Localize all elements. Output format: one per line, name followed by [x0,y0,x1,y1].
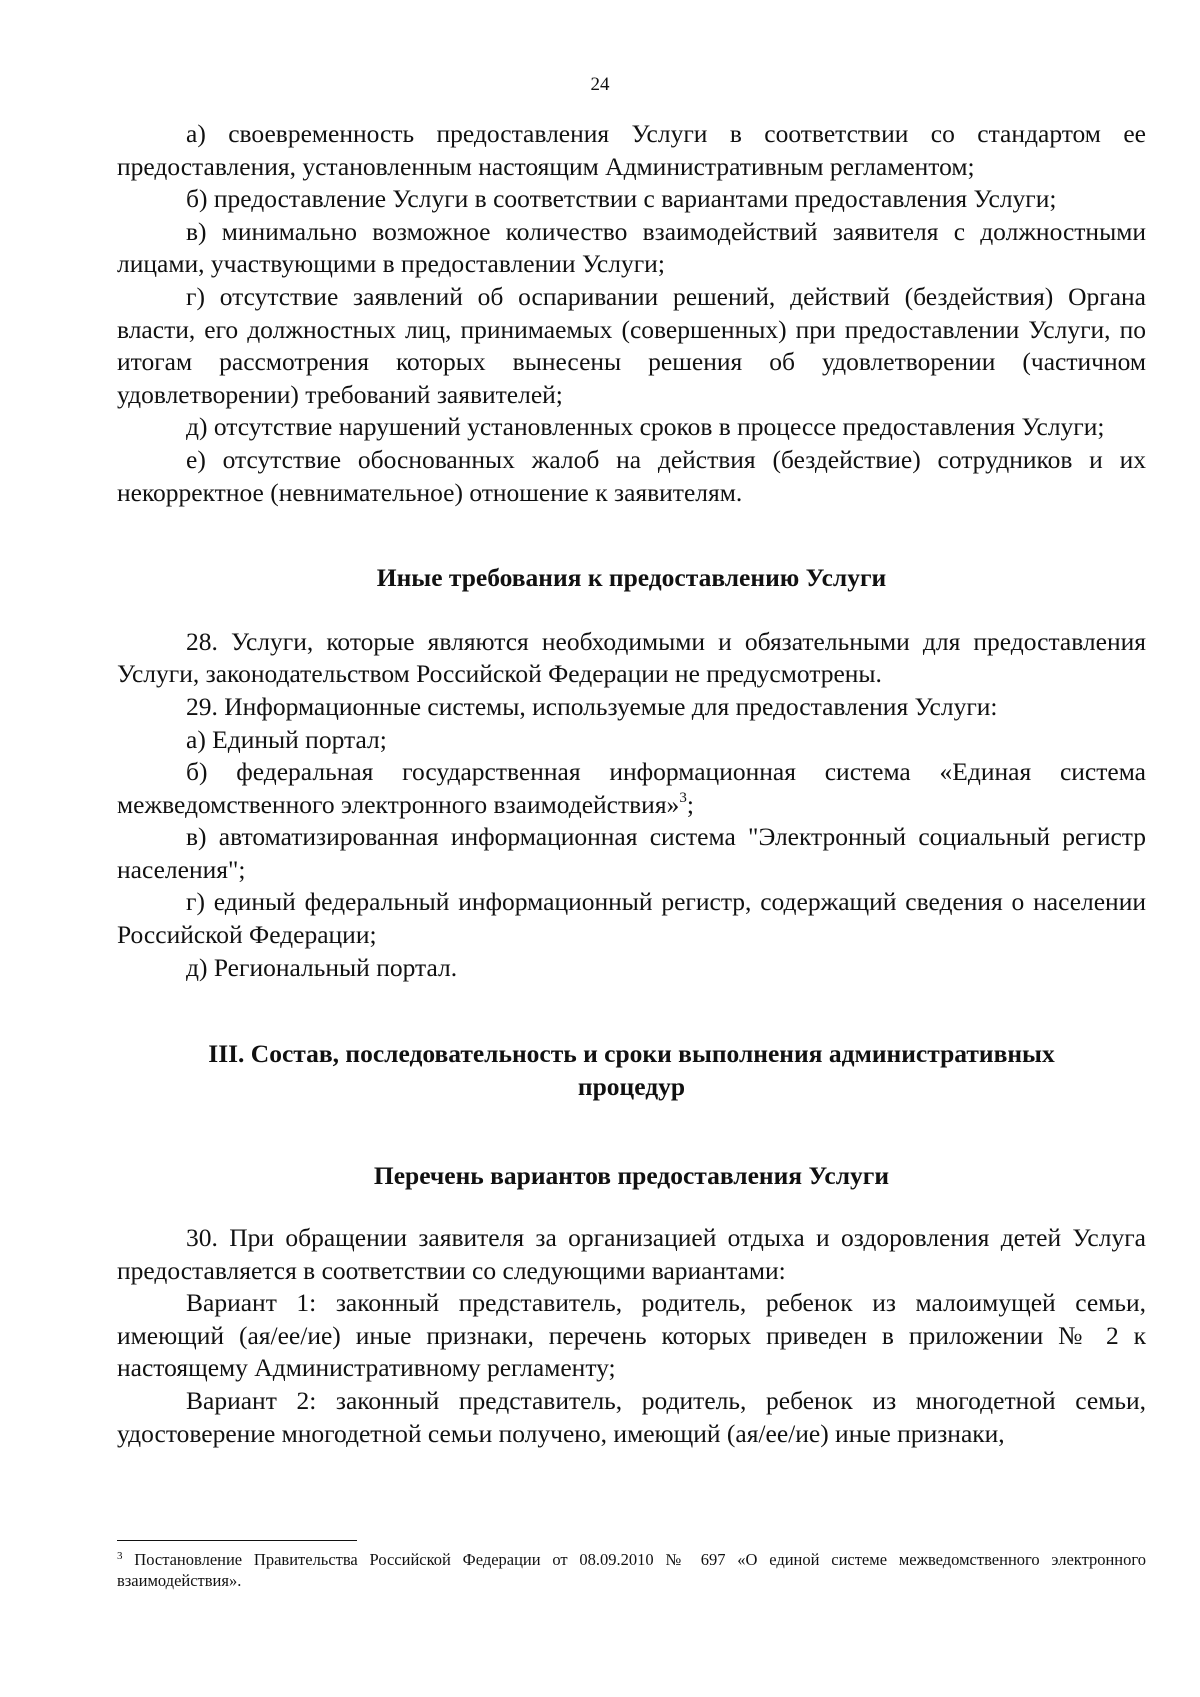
paragraph-30: 30. При обращении заявителя за организацией отдыха и оздоровления детей Услуга предоставляется в соответствии со следующими вариантами: [117,1223,1146,1285]
footnote-mark: 3 [117,1550,123,1562]
paragraph-variant-1: Вариант 1: законный представитель, родитель, ребенок из малоимущей семьи, имеющий (ая/ее/ие) иные признаки, перечень которых приведен в приложении № 2 к настоящему Административному регламенту; [117,1288,1146,1383]
footnote-reference: 3 [679,789,687,806]
paragraph-28: 28. Услуги, которые являются необходимыми и обязательными для предоставления Услуги, законодательством Российской Федерации не предусмотрены. [117,626,1146,689]
heading-other-requirements: Иные требования к предоставлению Услуги [376,563,887,593]
paragraph-item-a: а) своевременность предоставления Услуги в соответствии со стандартом ее предоставления, установленным настоящим Административным регламентом; [117,119,1146,181]
paragraph-29-b-tail: ; [686,789,694,819]
page-body [117,118,1146,1450]
paragraph-29-v: в) автоматизированная информационная система "Электронный социальный регистр населения"; [117,822,1146,884]
paragraph-29-d: д) Региональный портал. [186,952,458,982]
paragraph-item-g: г) отсутствие заявлений об оспаривании решений, действий (бездействия) Органа власти, его должностных лиц, принимаемых (совершенных) при предоставлении Услуги, по итогам рассмотрения которых вынесены решения об удовлетворении (частичном удовлетворении) требований заявителей; [117,281,1146,409]
paragraph-29-g: г) единый федеральный информационный регистр, содержащий сведения о населении Российской Федерации; [117,887,1146,950]
footnote-text: Постановление Правительства Российской Федерации от 08.09.2010 № 697 «О единой системе межведомственного электронного взаимодействия». [117,1550,1146,1590]
section-heading: III. Состав, последовательность и сроки выполнения административных процедур [208,1039,1055,1101]
footnote [117,1549,1146,1591]
heading-variants: Перечень вариантов предоставления Услуги [373,1161,890,1191]
paragraph-29-b-text: б) федеральная государственная информационная система «Единая система межведомственного электронного взаимодействия» [117,757,1146,819]
paragraph-29-a: а) Единый портал; [186,724,387,754]
paragraph-item-v: в) минимально возможное количество взаимодействий заявителя с должностными лицами, участвующими в предоставлении Услуги; [117,216,1146,279]
page-number: 24 [590,74,610,95]
paragraph-29: 29. Информационные системы, используемые для предоставления Услуги: [186,691,998,721]
paragraph-item-b: б) предоставление Услуги в соответствии с вариантами предоставления Услуги; [186,184,1057,214]
paragraph-29-b [117,756,1146,821]
footnote-divider [117,1540,357,1541]
paragraph-item-d: д) отсутствие нарушений установленных сроков в процессе предоставления Услуги; [186,412,1105,442]
paragraph-variant-2: Вариант 2: законный представитель, родитель, ребенок из многодетной семьи, удостоверение многодетной семьи получено, имеющий (ая/ее/ие) иные признаки, [117,1386,1146,1448]
paragraph-item-e: е) отсутствие обоснованных жалоб на действия (бездействие) сотрудников и их некорректное (невнимательное) отношение к заявителям. [117,444,1146,507]
